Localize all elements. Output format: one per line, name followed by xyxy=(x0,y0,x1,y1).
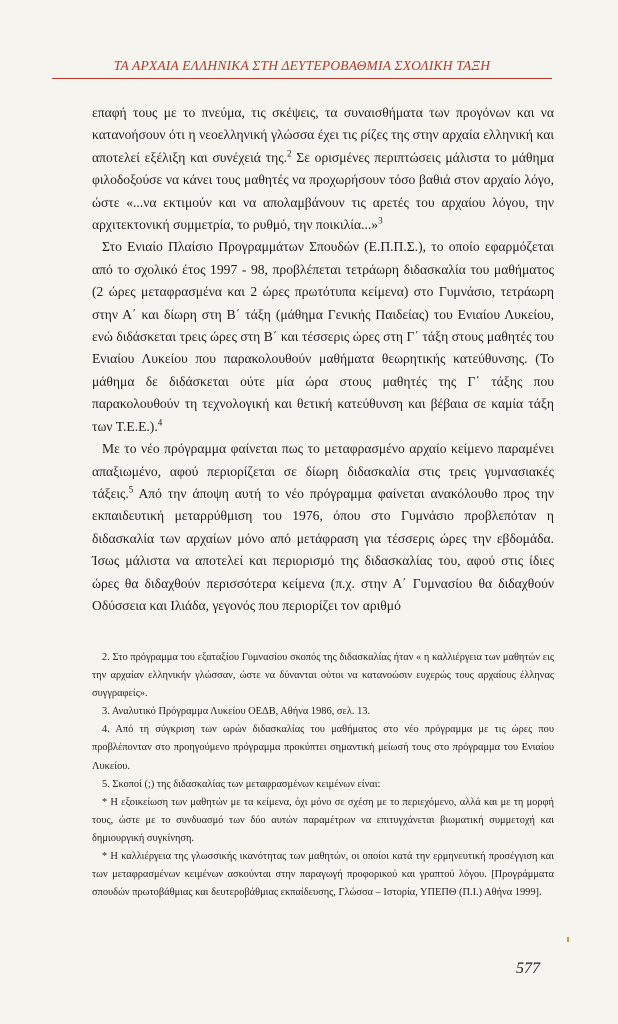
footnote-5: 5. Σκοποί (;) της διδασκαλίας των μεταφρασμένων κειμένων είναι: xyxy=(102,778,381,790)
paragraph-2: Στο Ενιαίο Πλαίσιο Προγραμμάτων Σπουδών (Ε.Π.Π.Σ.), το οποίο εφαρμόζεται από το σχολικό έτος 1997 - 98, προβλέπεται τετράωρη διδασκαλία του μαθήματος (2 ώρες μεταφρασμένα και 2 ώρες πρωτότυπα κείμενα) στο Γυμνάσιο, τετράωρη στην Α΄ και δίωρη στη Β΄ τάξη (μάθημα Γενικής Παιδείας) του Ενιαίου Λυκείου, ενώ διδάσκεται τρεις ώρες στη Β΄ και τέσσερις ώρες στη Γ΄ τάξη στους μαθητές του Ενιαίου Λυκείου που παρακολουθούν μαθήματα θεωρητικής κατεύθυνσης. (Το μάθημα δε διδάσκεται ούτε μία ώρα στους μαθητές της Γ΄ τάξης που παρακολουθούν τη τεχνολογική και θετική κατεύθυνση και βέβαια σε καμία τάξη των Τ.Ε.Ε.).$^4$ xyxy=(92,239,554,434)
footnote-ref-2[interactable]: 2 xyxy=(287,148,292,159)
paragraph-1: επαφή τους με το πνεύμα, τις σκέψεις, τα συναισθήματα των προγόνων και να κατανοήσουν ότι η νεοελληνική γλώσσα έχει τις ρίζες της στην αρχαία ελληνική και αποτελεί εξέλιξη και συνέχειά της.$^2$ Σε ορισμένες περιπτώσεις μάλιστα το μάθημα φιλοδοξούσε να κάνει τους μαθητές να προχωρήσουν τόσο βαθιά στον αρχαίο λόγο, ώστε «...να εκτιμούν και να απολαμβάνουν τις αρετές του αρχαίου λόγου, την αρχιτεκτονική συμμετρία, το ρυθμό, την ποικιλία...»$^3$ xyxy=(92,105,555,233)
footnote-5-bullet-2: * Η καλλιέργεια της γλωσσικής ικανότητας των μαθητών, οι οποίοι κατά την ερμηνευτική προσέγγιση και των μεταφρασμένων κειμένων ασκούνται στην παραγωγή προφορικού και γραπτού λόγου. [Προγράμματα σπουδών πρωτοβάθμιας και δευτεροβάθμιας εκπαίδευσης, Γλώσσα – Ιστορία, ΥΠΕΠΘ (Π.Ι.) Αθήνα 1999]. xyxy=(92,851,554,899)
footnote-ref-5[interactable]: 5 xyxy=(128,484,134,495)
margin-mark xyxy=(567,937,569,942)
footnote-4: 4. Από τη σύγκριση των ωρών διδασκαλίας του μαθήματος στο νέο πρόγραμμα με τις ώρες που προβλέπονταν στο προηγούμενο πρόγραμμα προκύπτει σημαντική μείωσή τους στο πρόγραμμα του Ενιαίου Λυκείου. xyxy=(92,724,554,772)
footnotes xyxy=(92,649,554,902)
main-text xyxy=(92,102,554,617)
footnote-2: 2. Στο πρόγραμμα του εξαταξίου Γυμνασίου σκοπός της διδασκαλίας ήταν « η καλλιέργεια των μαθητών εις την αρχαίαν ελληνικήν γλώσσαν, ώστε να δύνανται ούτοι να κατανοώσιν ευχερώς τους αρχαίους έλληνας συγγραφείς». xyxy=(92,652,554,700)
running-header xyxy=(52,58,552,79)
footnote-ref-4[interactable]: 4 xyxy=(157,417,163,428)
paragraph-3: Με το νέο πρόγραμμα φαίνεται πως το μεταφρασμένο αρχαίο κείμενο παραμένει απαξιωμένο, αφού περιορίζεται σε δίωρη διδασκαλία στις τρεις γυμνασιακές τάξεις.$^5$ Από την άποψη αυτή το νέο πρόγραμμα φαίνεται ανακόλουθο προς την εκπαιδευτική μεταρρύθμιση του 1976, όπου στο Γυμνάσιο προβλεπόταν η διδασκαλία των αρχαίων μόνο από μετάφραση για τέσσερις ώρες την εβδομάδα. Ίσως μάλιστα να αποτελεί και περιορισμό της διδασκαλίας του, αφού στις ίδιες ώρες θα διδαχθούν περισσότερα κείμενα (π.χ. στην Α΄ Γυμνασίου θα διδαχθούν Οδύσσεια και Ιλιάδα, γεγονός που περιορίζει τον αριθμό xyxy=(92,441,554,613)
footnote-3: 3. Αναλυτικό Πρόγραμμα Λυκείου ΟΕΔΒ, Αθήνα 1986, σελ. 13. xyxy=(102,706,371,718)
page-number: 577 xyxy=(516,960,540,977)
running-header-title: ΤΑ ΑΡΧΑΙΑ ΕΛΛΗΝΙΚΑ ΣΤΗ ΔΕΥΤΕΡΟΒΑΘΜΙΑ ΣΧΟΛΙΚΗ ΤΑΞΗ xyxy=(113,58,491,73)
footnote-5-bullet-1: * Η εξοικείωση των μαθητών με τα κείμενα, όχι μόνο σε σχέση με το περιεχόμενο, αλλά και με τη μορφή τους, ώστε με το συνδυασμό των δύο αυτών παραμέτρων να επιτυγχάνεται βιωματική συμμετοχή και δημιουργική συγκίνηση. xyxy=(92,796,554,844)
footnote-ref-3[interactable]: 3 xyxy=(378,215,383,226)
